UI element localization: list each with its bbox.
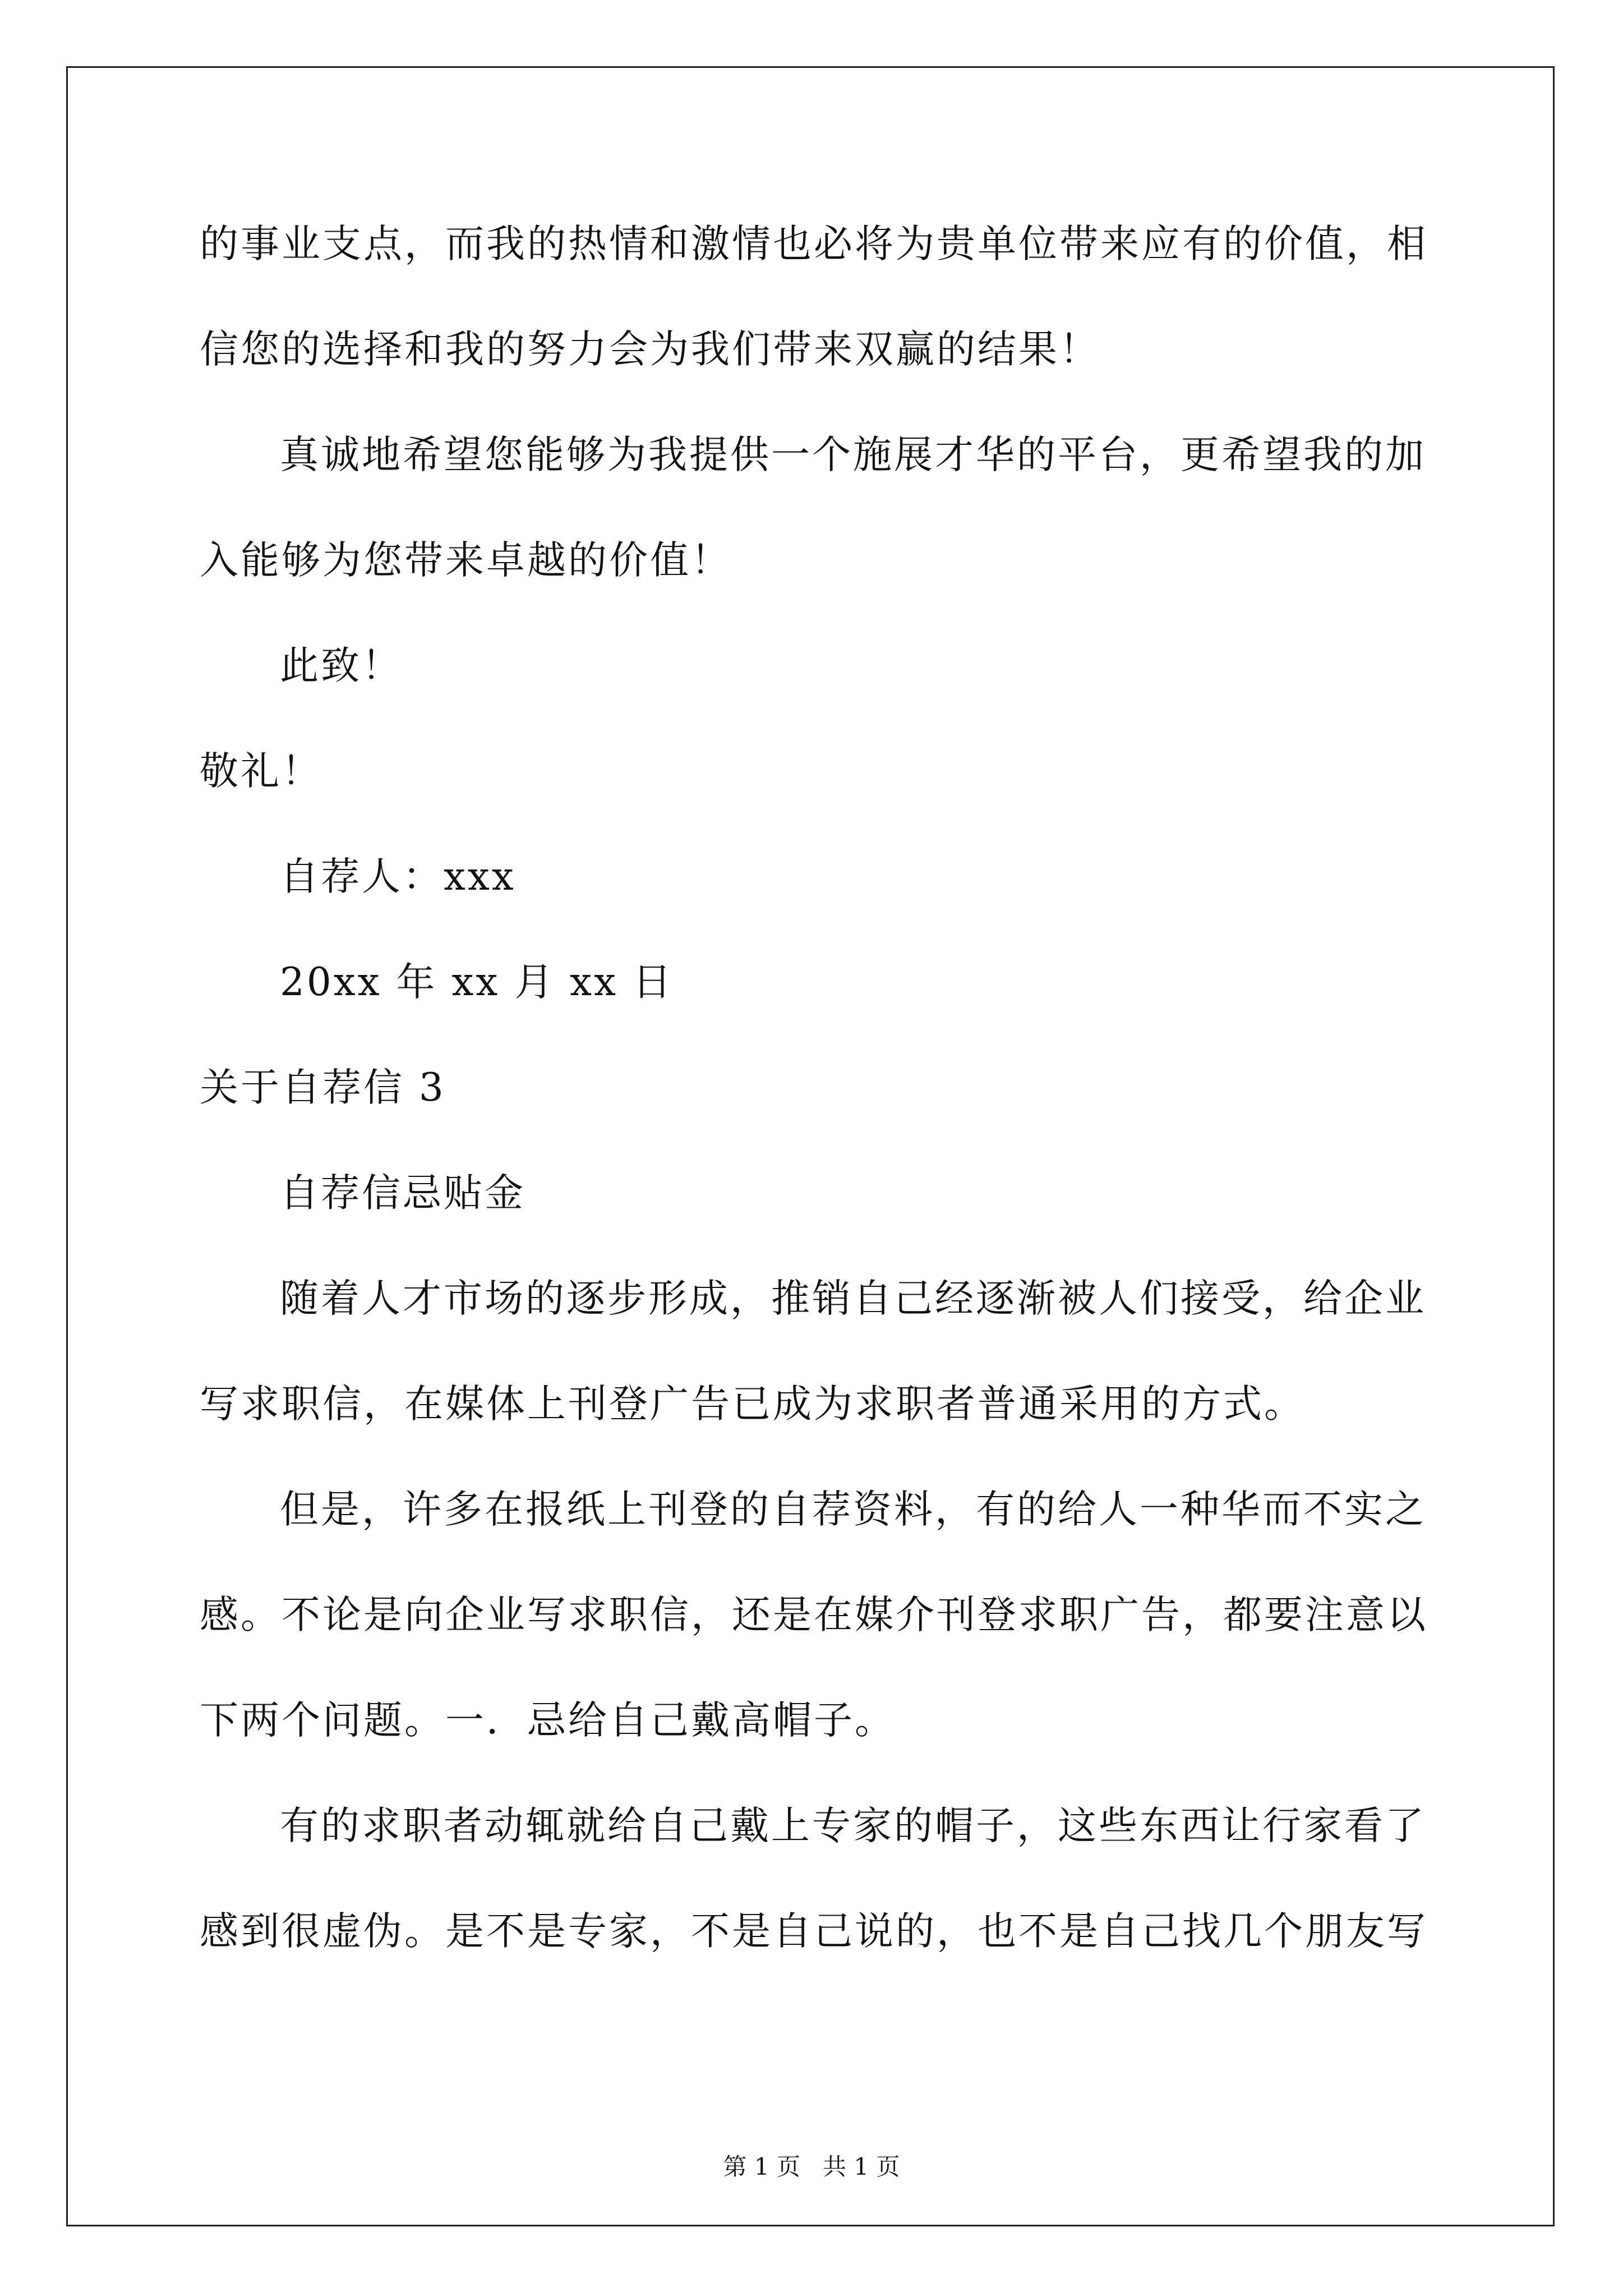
document-body: [200, 213, 1433, 2006]
text-line: 自荐信忌贴金: [280, 1171, 525, 1216]
text-line: 20xx 年 xx 月 xx 日: [280, 960, 674, 1005]
text-line: 随着人才市场的逐步形成，推销自己经逐渐被人们接受，给企业: [280, 1276, 1426, 1321]
text-line: 感到很虚伪。是不是专家，不是自己说的，也不是自己找几个朋友写: [200, 1909, 1428, 1954]
text-line: 入能够为您带来卓越的价值！: [200, 538, 732, 583]
text-line: 写求职信，在媒体上刊登广告已成为求职者普通采用的方式。: [200, 1382, 1305, 1427]
text-line: 但是，许多在报纸上刊登的自荐资料，有的给人一种华而不实之: [280, 1487, 1426, 1532]
text-line: 自荐人：xxx: [280, 854, 516, 899]
text-line: 此致！: [280, 643, 403, 688]
text-line: 下两个问题。一．忌给自己戴高帽子。: [200, 1698, 896, 1743]
page-footer: 第 1 页 共 1 页: [723, 2153, 900, 2180]
section-heading: 关于自荐信 3: [200, 1065, 446, 1110]
text-line: 有的求职者动辄就给自己戴上专家的帽子，这些东西让行家看了: [280, 1803, 1426, 1848]
text-line: 敬礼！: [200, 749, 322, 794]
text-line: 信您的选择和我的努力会为我们带来双赢的结果！: [200, 327, 1100, 372]
text-line: 真诚地希望您能够为我提供一个施展才华的平台，更希望我的加: [280, 432, 1426, 477]
text-line: 感。不论是向企业写求职信，还是在媒介刊登求职广告，都要注意以: [200, 1593, 1428, 1637]
text-line: 的事业支点，而我的热情和激情也必将为贵单位带来应有的价值，相: [200, 222, 1428, 266]
